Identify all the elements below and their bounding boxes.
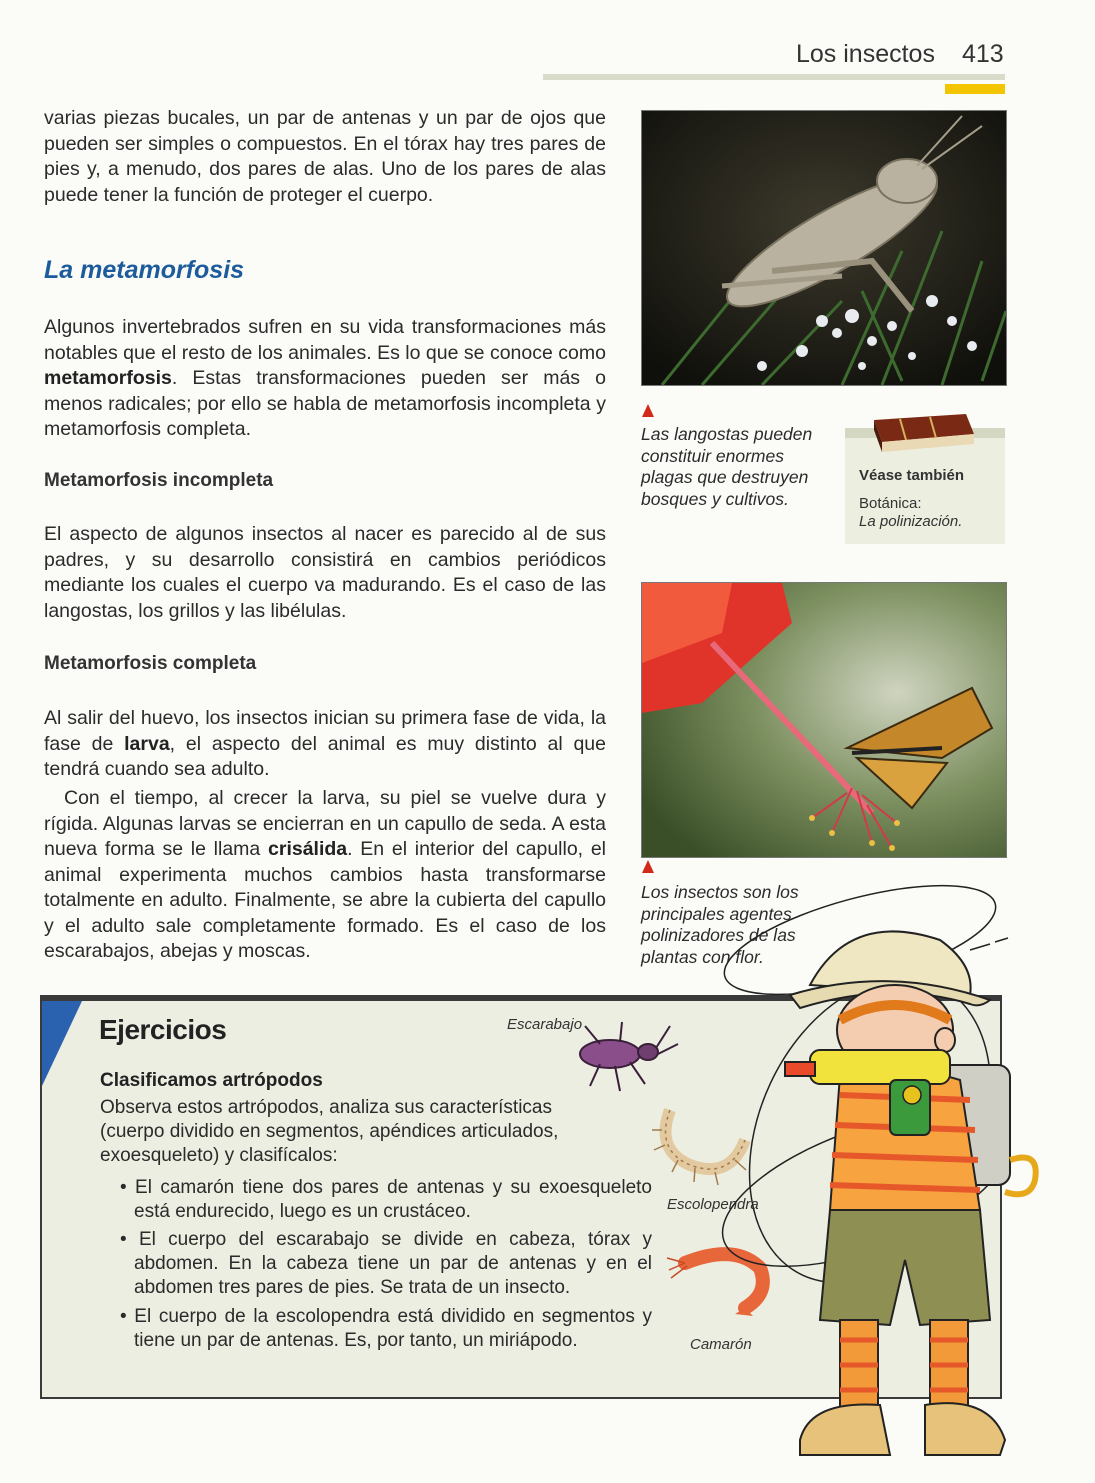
subheading-incompleta: Metamorfosis incompleta <box>44 470 274 491</box>
see-also-title: Véase también <box>859 467 965 484</box>
exercise-bullet: • El cuerpo de la escolopendra está dividido en segmentos y tiene un par de antenas. Es, por tanto, un miriápodo. <box>120 1306 652 1351</box>
bullet-text: El cuerpo del escarabajo se divide en cabeza, tórax y abdomen. En la cabeza tiene un par de antenas y en el abdomen tres pares de pies. Se trata de un insecto. <box>134 1229 652 1298</box>
section-title: La metamorfosis <box>44 256 245 284</box>
butterfly-photo <box>641 582 1007 858</box>
beetle-label: Escarabajo <box>507 1016 583 1033</box>
metamorfosis-paragraph <box>44 315 606 443</box>
shrimp-label: Camarón <box>690 1336 752 1353</box>
text-run: . En el interior del capullo, el animal experimenta muchos cambios hasta transformarse totalmente en adulto. Finalmente, se abre la cubierta del capullo y el adulto sale completamente formado. Es el caso de los escarabajos, abejas y moscas. <box>44 838 607 962</box>
bullet-text: El cuerpo de la escolopendra está dividido en segmentos y tiene un par de antenas. Es, por tanto, un miriápodo. <box>134 1306 652 1351</box>
exercises-subtitle: Clasificamos artrópodos <box>100 1070 323 1091</box>
bullet-text: El camarón tiene dos pares de antenas y su exoesqueleto está endurecido, luego es un crustáceo. <box>134 1177 652 1222</box>
text-run: , el aspecto del animal es muy distinto al que tendrá cuando sea adulto. <box>44 732 606 780</box>
exercises-title: Ejercicios <box>99 1014 227 1045</box>
term-crisalida: crisálida <box>268 838 348 860</box>
subheading-completa: Metamorfosis completa <box>44 653 257 674</box>
text-run: Con el tiempo, al crecer la larva, su piel se vuelve dura y rígida. Algunas larvas se encierran en un capullo de seda. A esta nueva forma se le llama <box>44 787 606 860</box>
term-larva: larva <box>124 732 170 755</box>
completa-paragraph-1 <box>44 706 606 783</box>
locust-photo <box>641 110 1007 386</box>
caption-marker-icon <box>642 860 654 873</box>
beetle-illustration <box>560 1016 680 1096</box>
explorer-boy-illustration <box>690 880 1095 1465</box>
text-run: Algunos invertebrados sufren en su vida transformaciones más notables que el resto de los animales. Es lo que se conoce como <box>44 316 606 364</box>
exercise-bullet: • El cuerpo del escarabajo se divide en cabeza, tórax y abdomen. En la cabeza tiene un par de antenas y en el abdomen tres pares de pies. Se trata de un insecto. <box>120 1229 652 1298</box>
caption-marker-icon <box>642 404 654 417</box>
incompleta-paragraph: El aspecto de algunos insectos al nacer es parecido al de sus padres, y su desarrollo consistirá en cambios periódicos mediante los cuales el cuerpo va madurando. Es el caso de las langostas, los grillos y las libélulas. <box>44 523 606 622</box>
see-also-subject: Botánica: <box>859 495 922 512</box>
exercise-bullet: • El camarón tiene dos pares de antenas y su exoesqueleto está endurecido, luego es un crustáceo. <box>120 1177 652 1222</box>
completa-paragraph-2 <box>44 786 606 965</box>
centipede-label: Escolopendra <box>667 1196 759 1213</box>
header-accent-bar <box>945 84 1005 94</box>
page-number: 413 <box>962 40 1004 68</box>
locust-caption: Las langostas pueden constituir enormes plagas que destruyen bosques y cultivos. <box>641 424 813 509</box>
term-metamorfosis: metamorfosis <box>44 367 172 389</box>
book-icon <box>870 412 976 454</box>
text-run: . Estas transformaciones pueden ser más o menos radicales; por ello se habla de metamorfosis incompleta y metamorfosis completa. <box>44 367 606 440</box>
exercises-instructions: Observa estos artrópodos, analiza sus características (cuerpo dividido en segmentos, apéndices articulados, exoesqueleto) y clasifícalos: <box>100 1097 559 1166</box>
text-run: Al salir del huevo, los insectos inician su primera fase de vida, la fase de <box>44 707 606 755</box>
butterfly-caption: Los insectos son los principales agentes polinizadores de las plantas con flor. <box>641 882 799 967</box>
intro-paragraph: varias piezas bucales, un par de antenas y un par de ojos que pueden ser simples o compuestos. En el tórax hay tres pares de pies y, a menudo, dos pares de alas. Uno de los pares de alas puede tener la función de proteger el cuerpo. <box>44 107 606 206</box>
exercises-corner-stripe <box>42 1001 82 1086</box>
see-also-link[interactable]: La polinización. <box>859 513 963 530</box>
header-rule <box>543 74 1005 80</box>
running-header-title: Los insectos <box>796 40 935 68</box>
